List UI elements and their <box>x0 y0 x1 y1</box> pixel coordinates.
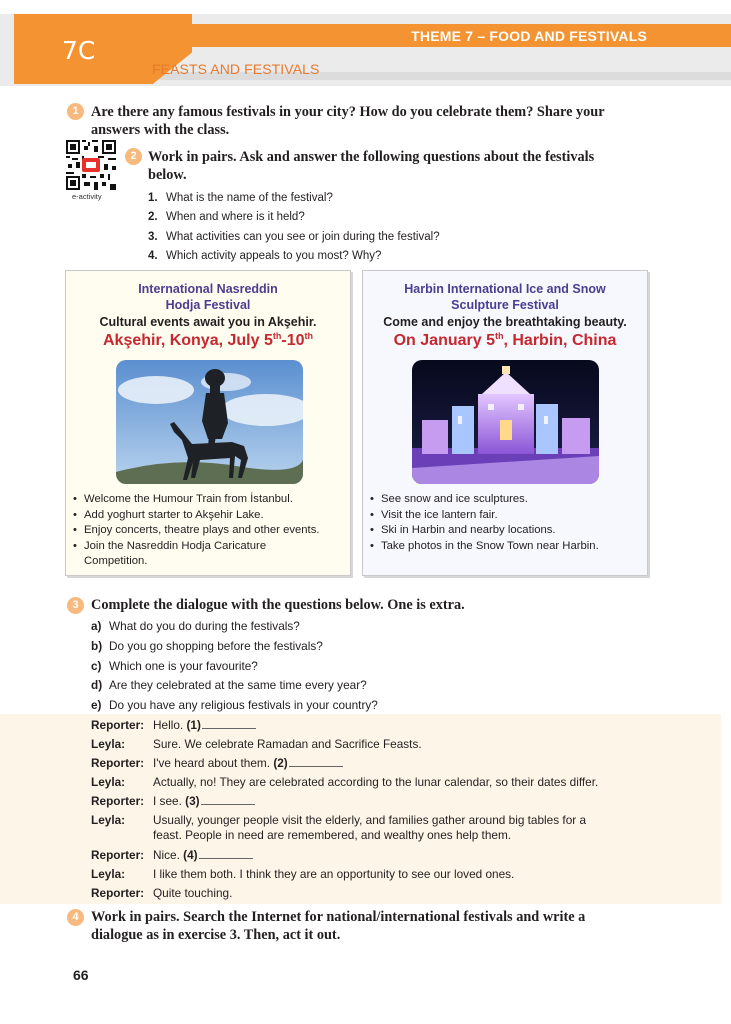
list-item: • See snow and ice sculptures. <box>370 492 645 508</box>
exercise-2-number: 2 <box>125 148 142 165</box>
line-text <box>153 718 633 733</box>
exercise-4-line-2: dialogue as in exercise 3. Then, act it out. <box>91 927 341 943</box>
option-letter: d) <box>91 678 103 693</box>
question-number: 2. <box>148 211 158 224</box>
list-item: • Welcome the Humour Train from İstanbul. <box>73 492 348 508</box>
exercise-3-instruction: Complete the dialogue with the questions below. One is extra. <box>91 597 465 613</box>
date-suffix: th <box>304 331 313 341</box>
answer-blank[interactable] <box>289 757 343 767</box>
festival-date <box>363 331 647 350</box>
speaker: Reporter: <box>91 756 145 770</box>
speaker: Leyla: <box>91 775 126 789</box>
line-text: I like them both. I think they are an opportunity to see our loved ones. <box>153 867 515 881</box>
question-number: 1. <box>148 192 158 204</box>
festival-title-line-2: Sculpture Festival <box>451 298 559 312</box>
page-number: 66 <box>73 967 89 983</box>
festival-title-line-1: International Nasreddin <box>138 282 278 296</box>
line-words: I've heard about them. <box>153 756 271 770</box>
question-text: What activities can you see or join during the festival? <box>166 230 440 243</box>
nasreddin-statue-photo <box>116 360 303 484</box>
option-letter: b) <box>91 638 103 653</box>
festival-title-line-2: Hodja Festival <box>165 298 251 312</box>
answer-blank[interactable] <box>199 849 253 859</box>
blank-number: (4) <box>183 848 198 862</box>
exercise-2-line-1: Work in pairs. Ask and answer the following questions about the festivals <box>148 149 595 165</box>
list-item <box>91 619 691 639</box>
list-item <box>91 678 691 698</box>
festival-subtitle: Come and enjoy the breathtaking beauty. <box>383 315 627 329</box>
list-item: • Add yoghurt starter to Akşehir Lake. <box>73 508 348 524</box>
line-text: Quite touching. <box>153 886 233 900</box>
nasreddin-festival-card <box>65 270 351 576</box>
blank-number: (1) <box>186 718 201 732</box>
festival-subtitle: Cultural events await you in Akşehir. <box>99 315 317 329</box>
option-letter: e) <box>91 698 102 713</box>
exercise-2-questions <box>148 191 668 268</box>
speaker: Reporter: <box>91 848 145 862</box>
line-words: Nice. <box>153 848 180 862</box>
exercise-4-line-1: Work in pairs. Search the Internet for national/international festivals and write a <box>91 909 586 925</box>
exercise-1-line-2: answers with the class. <box>91 122 230 138</box>
list-item: • Visit the ice lantern fair. <box>370 508 645 524</box>
unit-number: 7C <box>62 36 96 65</box>
option-text: Are they celebrated at the same time every year? <box>109 678 367 693</box>
theme-title: THEME 7 – FOOD AND FESTIVALS <box>411 28 647 44</box>
line-text: Usually, younger people visit the elderly, and families gather around big tables for a <box>153 813 587 827</box>
list-item: • Ski in Harbin and nearby locations. <box>370 523 645 539</box>
date-text: On January 5 <box>393 332 495 349</box>
list-item <box>91 639 691 659</box>
question-text: What is the name of the festival? <box>166 192 333 204</box>
list-item: • Take photos in the Snow Town near Harbin. <box>370 539 645 555</box>
ice-castle-photo <box>412 360 599 484</box>
blank-number: (3) <box>185 794 200 808</box>
speaker: Reporter: <box>91 794 145 808</box>
option-letter: a) <box>91 619 102 633</box>
exercise-4-number: 4 <box>67 909 84 926</box>
date-suffix: th <box>494 331 504 341</box>
blank-number: (2) <box>273 756 288 770</box>
question-text: When and where is it held? <box>166 211 305 224</box>
list-item <box>91 659 691 679</box>
line-words: Hello. <box>153 718 184 732</box>
line-words: I see. <box>153 794 182 808</box>
qr-code-icon[interactable] <box>66 140 116 190</box>
date-text-end: , Harbin, China <box>503 332 617 349</box>
option-letter: c) <box>91 658 102 673</box>
date-text-end: -10 <box>281 332 305 349</box>
exercise-3-number: 3 <box>67 597 84 614</box>
option-text: What do you do during the festivals? <box>109 619 300 633</box>
list-item <box>148 210 668 229</box>
harbin-festival-card <box>362 270 648 576</box>
harbin-activities <box>370 492 645 554</box>
festival-title-line-1: Harbin International Ice and Snow <box>404 282 606 296</box>
exercise-1-number: 1 <box>67 103 84 120</box>
list-item: • Join the Nasreddin Hodja Caricature <box>73 539 348 555</box>
line-text <box>153 756 633 771</box>
question-text: Which activity appeals to you most? Why? <box>166 249 382 262</box>
list-item-continuation: Competition. <box>84 555 148 567</box>
qr-label: e-activity <box>72 192 102 201</box>
section-title: FEASTS AND FESTIVALS <box>152 61 320 77</box>
line-text: Actually, no! They are celebrated according to the lunar calendar, so their dates differ. <box>153 775 599 789</box>
line-text <box>153 848 633 863</box>
exercise-3-options <box>91 619 691 718</box>
list-item <box>148 230 668 249</box>
exercise-1-line-1: Are there any famous festivals in your city? How do you celebrate them? Share your <box>91 104 605 120</box>
date-suffix: th <box>272 331 282 341</box>
list-item <box>148 249 668 268</box>
list-item <box>148 191 668 210</box>
date-text: Akşehir, Konya, July 5 <box>103 332 273 349</box>
line-text <box>153 794 633 809</box>
line-text: feast. People in need are remembered, and wealthy ones help them. <box>153 828 512 842</box>
speaker: Reporter: <box>91 718 145 732</box>
exercise-2-line-2: below. <box>148 167 187 183</box>
list-item: • Enjoy concerts, theatre plays and other events. <box>73 523 348 539</box>
question-number: 3. <box>148 230 158 243</box>
line-text: Sure. We celebrate Ramadan and Sacrifice Feasts. <box>153 737 422 751</box>
speaker: Leyla: <box>91 867 126 881</box>
speaker: Leyla: <box>91 737 126 751</box>
question-number: 4. <box>148 249 158 262</box>
option-text: Do you go shopping before the festivals? <box>109 638 323 653</box>
speaker: Leyla: <box>91 813 126 827</box>
option-text: Do you have any religious festivals in your country? <box>109 698 378 713</box>
nasreddin-activities <box>73 492 348 570</box>
option-text: Which one is your favourite? <box>109 658 258 673</box>
festival-date <box>66 331 350 350</box>
answer-blank[interactable] <box>201 795 255 805</box>
answer-blank[interactable] <box>202 719 256 729</box>
speaker: Reporter: <box>91 886 145 900</box>
